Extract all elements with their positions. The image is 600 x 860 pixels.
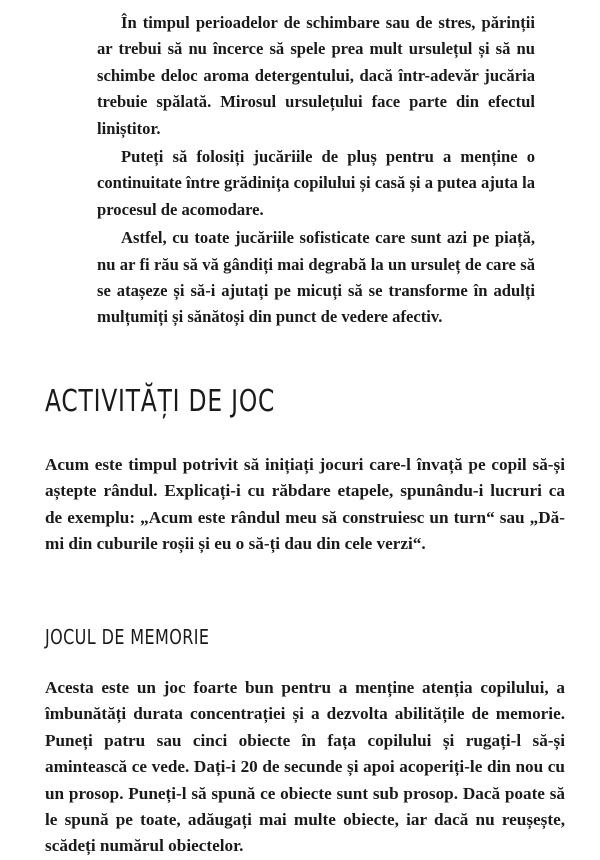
intro-paragraph: În timpul perioadelor de schimbare sau de stres, părinții ar trebui să nu încerce să spele prea mult ursulețul și să nu schimbe deloc aroma detergentului, dacă într-adevăr jucăria trebuie spălată. Mirosul ursulețului face parte din efectul liniștitor.: [97, 13, 535, 138]
subsection-heading: JOCUL DE MEMORIE: [45, 625, 210, 649]
section-heading: ACTIVITĂȚI DE JOC: [45, 384, 276, 419]
intro-text-block: [97, 10, 535, 333]
intro-paragraph: Puteți să folosiți jucăriile de pluș pentru a menține o continuitate între grădinița copilului și casă și a putea ajuta la procesul de acomodare.: [97, 147, 535, 219]
intro-paragraph: Astfel, cu toate jucăriile sofisticate care sunt azi pe piață, nu ar fi rău să vă gândiți mai degrabă la un ursuleț de care să se atașeze și să-i ajutați pe micuți să se transforme în adulți mulțumiți și sănătoși din punct de vedere afectiv.: [97, 228, 535, 327]
subsection-paragraph: Acesta este un joc foarte bun pentru a menține atenția copilului, a îmbunătăți durata concentrației și a dezvolta abilitățile de memorie. Puneți patru sau cinci obiecte în fața copilului și rugați-l să-și amintească ce vede. Dați-i 20 de secunde și apoi acoperiți-le din nou cu un prosop. Puneți-l să spună ce obiecte sunt sub prosop. Dacă poate să le spună pe toate, adăugați mai multe obiecte, iar dacă nu reușește, scădeți numărul obiectelor.: [45, 678, 565, 856]
section-paragraph: Acum este timpul potrivit să inițiați jocuri care-l învață pe copil să-și aștepte rândul. Explicați-i cu răbdare etapele, spunându-i lucruri ca de exemplu: „Acum este rândul meu să construiesc un turn“ sau „Dă-mi din cuburile roșii și eu o să-ți dau din cele verzi“.: [45, 455, 565, 554]
